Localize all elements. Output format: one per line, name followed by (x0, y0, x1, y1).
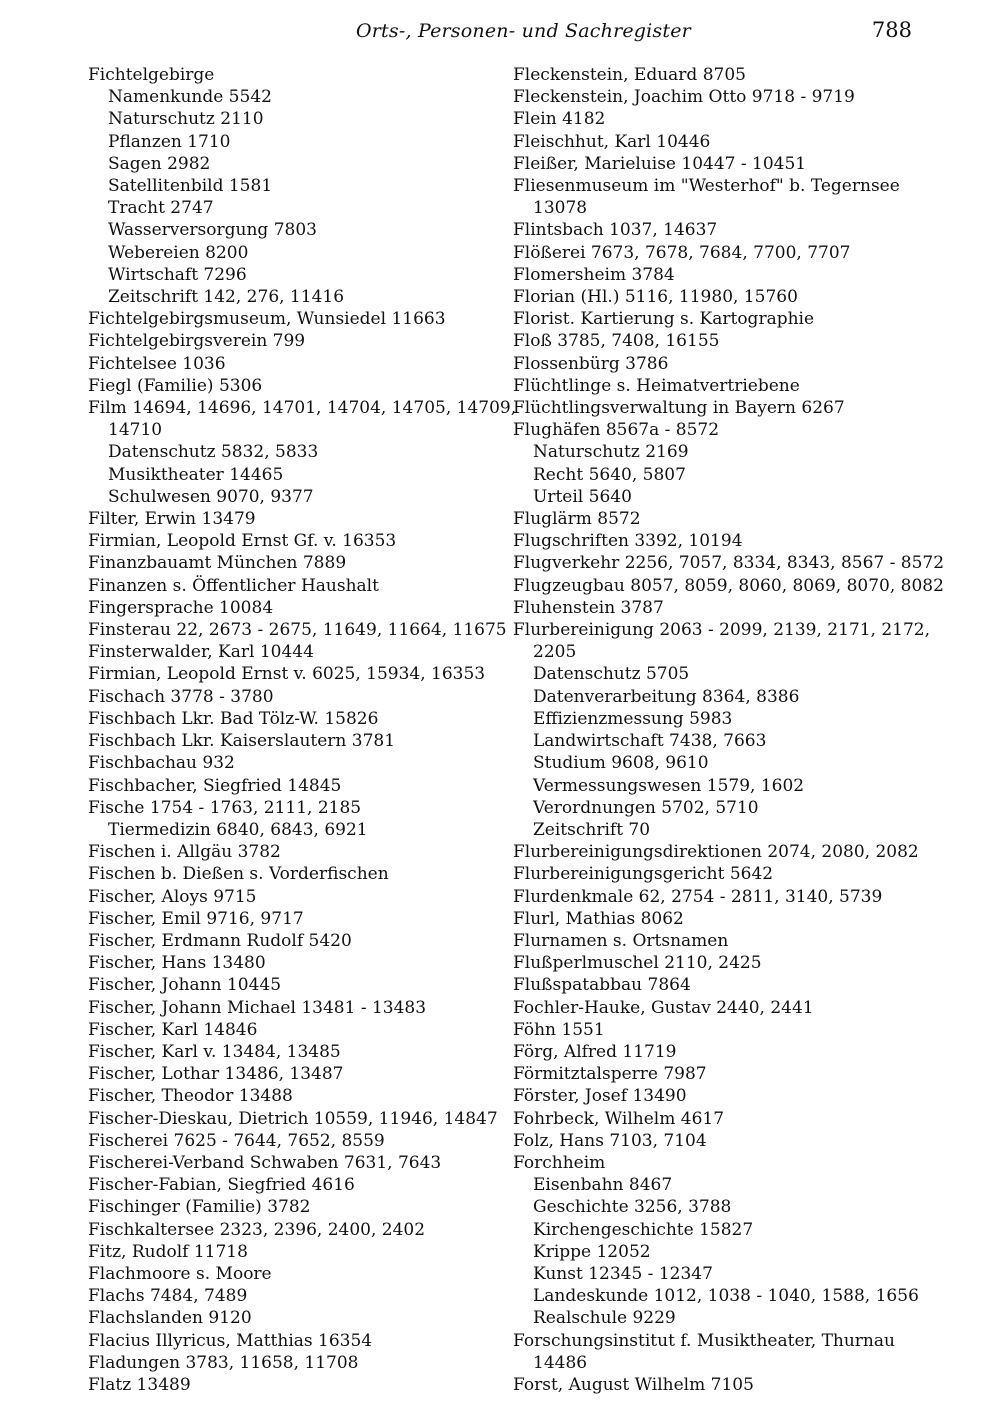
index-subentry: Datenschutz 5705 (533, 664, 690, 685)
index-entry: Flachs 7484, 7489 (88, 1286, 248, 1307)
index-entry: Flurnamen s. Ortsnamen (513, 930, 729, 951)
index-entry: Flußperlmuschel 2110, 2425 (513, 953, 762, 974)
index-entry: Flein 4182 (513, 109, 606, 130)
index-subentry: Namenkunde 5542 (108, 87, 272, 108)
index-entry: Fleckenstein, Eduard 8705 (513, 65, 746, 85)
index-entry: Flintsbach 1037, 14637 (513, 220, 718, 241)
index-entry: Flurbereinigung 2063 - 2099, 2139, 2171, 2172, (513, 620, 931, 641)
index-entry: Fladungen 3783, 11658, 11708 (88, 1352, 359, 1373)
index-entry: Fischinger (Familie) 3782 (88, 1197, 311, 1218)
index-entry: Fiegl (Familie) 5306 (88, 375, 263, 396)
index-entry: Förster, Josef 13490 (513, 1086, 687, 1107)
index-entry: Fluhenstein 3787 (513, 597, 664, 618)
index-entry: Fischer, Lothar 13486, 13487 (88, 1064, 344, 1085)
index-subentry: Musiktheater 14465 (108, 464, 284, 485)
index-entry: Firmian, Leopold Ernst v. 6025, 15934, 16353 (88, 664, 486, 685)
index-entry: Flußspatabbau 7864 (513, 975, 691, 996)
index-subentry: Zeitschrift 142, 276, 11416 (108, 287, 345, 308)
index-entry: Finsterwalder, Karl 10444 (88, 642, 314, 663)
index-entry: Fischer, Karl v. 13484, 13485 (88, 1041, 341, 1062)
index-entry: Fischer, Erdmann Rudolf 5420 (88, 930, 352, 951)
index-entry: Filter, Erwin 13479 (88, 509, 256, 530)
index-entry: Flacius Illyricus, Matthias 16354 (88, 1330, 373, 1351)
index-entry: Fischkaltersee 2323, 2396, 2400, 2402 (88, 1219, 426, 1240)
index-entry: Fichtelgebirgsmuseum, Wunsiedel 11663 (88, 309, 446, 330)
index-entry: Fischer-Dieskau, Dietrich 10559, 11946, 14847 (88, 1108, 498, 1129)
index-entry: Flossenbürg 3786 (513, 353, 669, 374)
index-entry: Förg, Alfred 11719 (513, 1041, 677, 1062)
index-entry: Folz, Hans 7103, 7104 (513, 1130, 707, 1151)
index-entry: Fischer, Hans 13480 (88, 953, 266, 974)
page-number: 788 (871, 18, 912, 42)
index-subentry: Naturschutz 2110 (108, 109, 264, 130)
index-subentry: 2205 (533, 642, 577, 663)
index-subentry: Pflanzen 1710 (108, 131, 231, 152)
index-subentry: Effizienzmessung 5983 (533, 708, 733, 729)
index-entry: Forschungsinstitut f. Musiktheater, Thurnau (513, 1330, 895, 1351)
index-subentry: Datenschutz 5832, 5833 (108, 442, 319, 463)
index-entry: Fichtelgebirge (88, 65, 215, 85)
index-entry: Föhn 1551 (513, 1019, 605, 1040)
index-subentry: Tiermedizin 6840, 6843, 6921 (108, 819, 368, 840)
index-entry: Fleckenstein, Joachim Otto 9718 - 9719 (513, 87, 855, 108)
index-entry: Fischerei-Verband Schwaben 7631, 7643 (88, 1152, 442, 1173)
index-entry: Flatz 13489 (88, 1374, 191, 1395)
index-entry: Fohrbeck, Wilhelm 4617 (513, 1108, 725, 1129)
index-subentry: Webereien 8200 (108, 242, 249, 263)
index-subentry: Kunst 12345 - 12347 (533, 1263, 713, 1284)
index-subentry: Satellitenbild 1581 (108, 176, 273, 197)
index-entry: Flurbereinigungsgericht 5642 (513, 864, 774, 885)
index-subentry: Sagen 2982 (108, 153, 211, 174)
index-entry: Fleischhut, Karl 10446 (513, 131, 711, 152)
index-entry: Fluglärm 8572 (513, 509, 641, 530)
index-subentry: Krippe 12052 (533, 1241, 651, 1262)
index-entry: Fichtelsee 1036 (88, 353, 226, 374)
index-entry: Fischer, Emil 9716, 9717 (88, 908, 304, 929)
index-entry: Fingersprache 10084 (88, 597, 274, 618)
index-subentry: Studium 9608, 9610 (533, 753, 709, 774)
index-subentry: Zeitschrift 70 (533, 819, 651, 840)
index-subentry: 14710 (108, 420, 163, 441)
index-entry: Fischerei 7625 - 7644, 7652, 8559 (88, 1130, 385, 1151)
index-entry: Fische 1754 - 1763, 2111, 2185 (88, 797, 362, 818)
index-subentry: Landwirtschaft 7438, 7663 (533, 731, 767, 752)
index-subentry: Geschichte 3256, 3788 (533, 1197, 732, 1218)
index-subentry: Landeskunde 1012, 1038 - 1040, 1588, 1656 (533, 1286, 919, 1307)
index-subentry: 13078 (533, 198, 588, 219)
index-entry: Flugschriften 3392, 10194 (513, 531, 743, 552)
index-subentry: Datenverarbeitung 8364, 8386 (533, 686, 800, 707)
index-entry: Fochler-Hauke, Gustav 2440, 2441 (513, 997, 814, 1018)
index-entry: Flüchtlinge s. Heimatvertriebene (513, 375, 800, 396)
index-subentry: Realschule 9229 (533, 1308, 676, 1329)
index-entry: Fischen i. Allgäu 3782 (88, 842, 281, 863)
index-subentry: Kirchengeschichte 15827 (533, 1219, 754, 1240)
index-entry: Fischer, Johann 10445 (88, 975, 282, 996)
index-subentry: Eisenbahn 8467 (533, 1175, 673, 1196)
index-entry: Fischach 3778 - 3780 (88, 686, 274, 707)
index-entry: Fischbach Lkr. Kaiserslautern 3781 (88, 731, 396, 752)
index-entry: Fischen b. Dießen s. Vorderfischen (88, 864, 389, 885)
index-entry: Förmitztalsperre 7987 (513, 1064, 707, 1085)
index-column-left (88, 64, 517, 1396)
index-subentry: Naturschutz 2169 (533, 442, 689, 463)
index-entry: Finanzen s. Öffentlicher Haushalt (88, 575, 379, 596)
index-entry: Flachmoore s. Moore (88, 1263, 272, 1284)
index-entry: Fischer, Johann Michael 13481 - 13483 (88, 997, 427, 1018)
index-entry: Flomersheim 3784 (513, 264, 675, 285)
index-entry: Film 14694, 14696, 14701, 14704, 14705, 14709, (88, 398, 517, 419)
index-entry: Forst, August Wilhelm 7105 (513, 1374, 754, 1395)
index-entry: Fischer, Aloys 9715 (88, 886, 257, 907)
index-column-right (513, 64, 945, 1396)
index-entry: Flüchtlingsverwaltung in Bayern 6267 (513, 398, 845, 419)
index-entry: Forchheim (513, 1152, 606, 1173)
index-entry: Finsterau 22, 2673 - 2675, 11649, 11664, 11675 (88, 620, 507, 641)
index-entry: Fischbachau 932 (88, 753, 235, 774)
index-subentry: Recht 5640, 5807 (533, 464, 686, 485)
index-entry: Fichtelgebirgsverein 799 (88, 331, 306, 352)
index-entry: Fischer-Fabian, Siegfried 4616 (88, 1175, 355, 1196)
index-subentry: Vermessungswesen 1579, 1602 (533, 775, 805, 796)
index-entry: Flurdenkmale 62, 2754 - 2811, 3140, 5739 (513, 886, 883, 907)
index-entry: Flurl, Mathias 8062 (513, 908, 684, 929)
index-subentry: Schulwesen 9070, 9377 (108, 486, 314, 507)
index-entry: Floß 3785, 7408, 16155 (513, 331, 720, 352)
index-entry: Fleißer, Marieluise 10447 - 10451 (513, 153, 807, 174)
index-entry: Florist. Kartierung s. Kartographie (513, 309, 815, 330)
index-subentry: Verordnungen 5702, 5710 (533, 797, 759, 818)
index-entry: Flößerei 7673, 7678, 7684, 7700, 7707 (513, 242, 851, 263)
index-entry: Flughäfen 8567a - 8572 (513, 420, 720, 441)
index-subentry: Urteil 5640 (533, 486, 632, 507)
index-entry: Fliesenmuseum im "Westerhof" b. Tegernsee (513, 176, 900, 197)
page-header (0, 18, 1000, 48)
index-entry: Flurbereinigungsdirektionen 2074, 2080, 2082 (513, 842, 919, 863)
index-entry: Fischer, Theodor 13488 (88, 1086, 293, 1107)
index-entry: Florian (Hl.) 5116, 11980, 15760 (513, 287, 798, 308)
running-title: Orts-, Personen- und Sachregister (356, 20, 691, 42)
index-entry: Flugverkehr 2256, 7057, 8334, 8343, 8567 - 8572 (513, 553, 945, 574)
index-subentry: Tracht 2747 (108, 198, 214, 219)
index-subentry: Wasserversorgung 7803 (108, 220, 317, 241)
index-subentry: 14486 (533, 1352, 588, 1373)
index-entry: Flachslanden 9120 (88, 1308, 252, 1329)
index-entry: Fitz, Rudolf 11718 (88, 1241, 248, 1262)
index-entry: Fischbach Lkr. Bad Tölz-W. 15826 (88, 708, 379, 729)
index-entry: Fischbacher, Siegfried 14845 (88, 775, 342, 796)
index-entry: Firmian, Leopold Ernst Gf. v. 16353 (88, 531, 397, 552)
index-subentry: Wirtschaft 7296 (108, 264, 247, 285)
index-entry: Flugzeugbau 8057, 8059, 8060, 8069, 8070, 8082 (513, 575, 944, 596)
index-entry: Finanzbauamt München 7889 (88, 553, 347, 574)
index-entry: Fischer, Karl 14846 (88, 1019, 258, 1040)
